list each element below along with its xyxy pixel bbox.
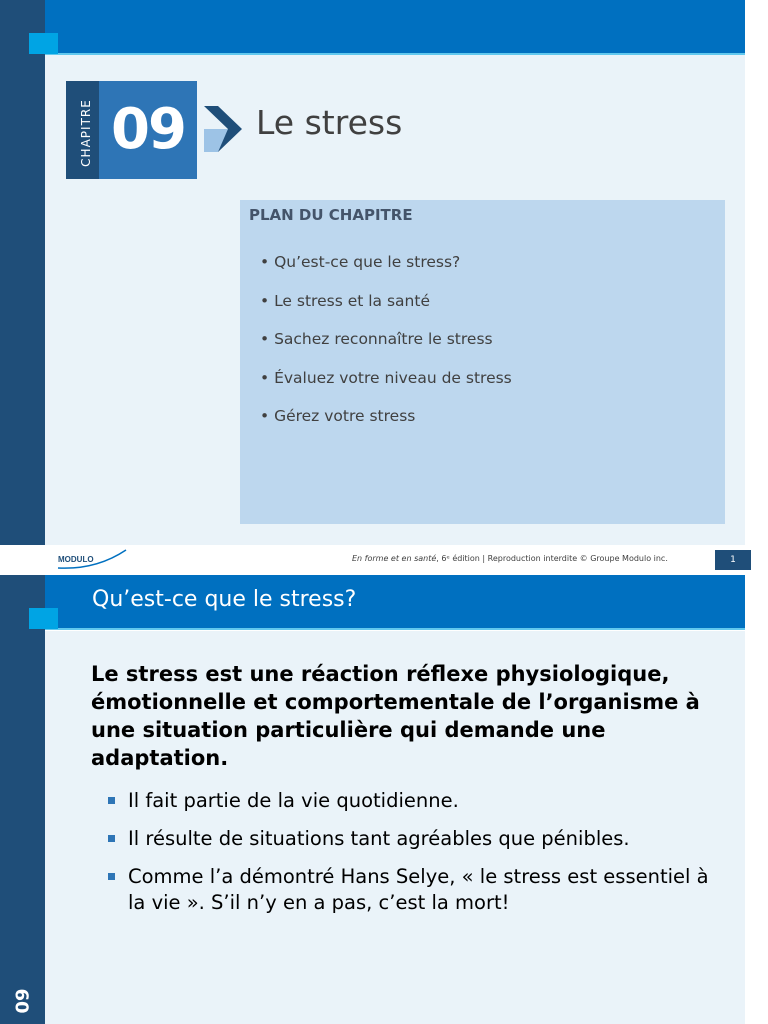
plan-title: PLAN DU CHAPITRE (249, 206, 413, 224)
plan-item: • Évaluez votre niveau de stress (260, 368, 512, 387)
square-bullet-icon (108, 835, 115, 842)
modulo-logo (56, 548, 128, 572)
top-bar (45, 0, 745, 55)
bullet-list (108, 788, 728, 928)
definition-text: Le stress est une réaction réflexe physiologique, émotionnelle et comportementale de l’organisme à une situation particulière qui demande une adaptation. (91, 662, 700, 770)
chapter-word: CHAPITRE (79, 99, 93, 167)
left-strip (0, 0, 45, 545)
side-chapter-number: 09 (12, 988, 34, 1014)
chevron-right-icon (204, 104, 242, 154)
chapter-plan-box (240, 200, 725, 524)
chapter-word-box (66, 81, 99, 179)
left-strip (0, 575, 45, 1024)
bullet-item: Comme l’a démontré Hans Selye, « le stress est essentiel à la vie ». S’il n’y en a pas, c’est la mort! (108, 864, 728, 916)
slide-title: Qu’est-ce que le stress? (92, 587, 357, 612)
book-title: En forme et en santé (352, 554, 437, 563)
plan-item: • Sachez reconnaître le stress (260, 330, 493, 348)
edition-text: , 6ᵉ édition | Reproduction interdite © Groupe Modulo inc. (436, 554, 668, 563)
plan-item: • Qu’est-ce que le stress? (260, 253, 461, 271)
chapter-number: 09 (111, 97, 185, 162)
plan-item: • Gérez votre stress (260, 407, 416, 425)
footer-credit (352, 554, 668, 563)
bullet-item: Il fait partie de la vie quotidienne. (108, 788, 728, 814)
bullet-item: Il résulte de situations tant agréables que pénibles. (108, 826, 728, 852)
square-bullet-icon (108, 797, 115, 804)
corner-square (29, 608, 58, 629)
page-number: 1 (715, 550, 751, 570)
chapter-number-box (99, 81, 197, 179)
chapter-badge (66, 81, 197, 179)
chapter-title: Le stress (256, 103, 403, 142)
logo-text: MODULO (58, 555, 94, 564)
slide-2 (0, 575, 768, 1024)
plan-list (260, 250, 512, 443)
square-bullet-icon (108, 873, 115, 880)
corner-square (29, 33, 58, 54)
plan-item: • Le stress et la santé (260, 291, 430, 310)
